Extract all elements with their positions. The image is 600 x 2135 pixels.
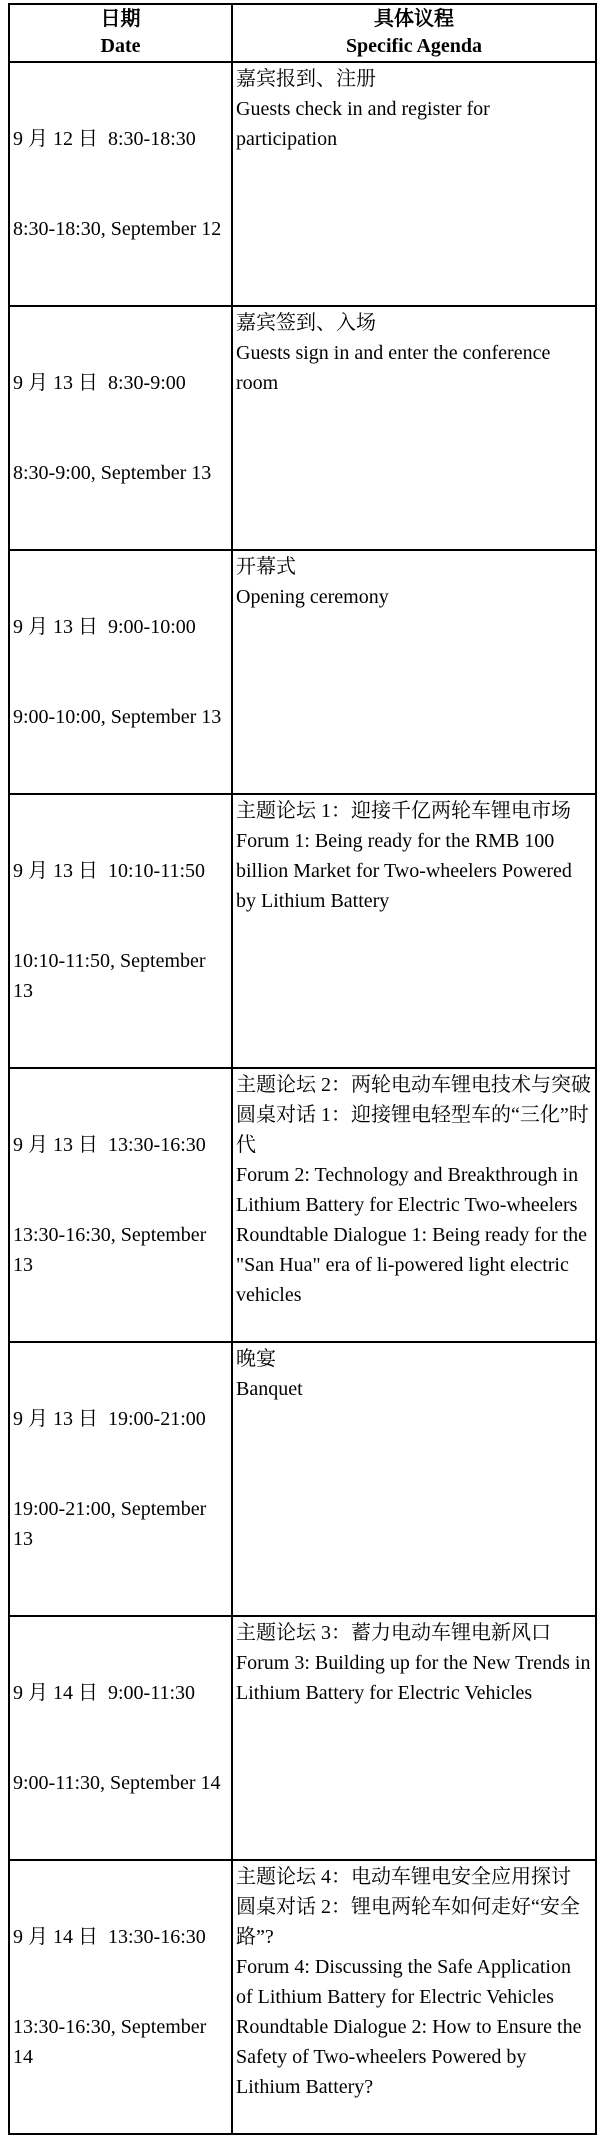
- date-cell: [9, 306, 232, 550]
- table-row: [9, 306, 596, 550]
- date-line-en: 9:00-11:30, September 14: [13, 1772, 221, 1794]
- header-date-en: Date: [100, 35, 141, 57]
- table-row: [9, 550, 596, 794]
- date-line-en: 9:00-10:00, September 13: [13, 706, 222, 728]
- date-line-zh: 9 月 13 日 13:30-16:30: [13, 1134, 206, 1156]
- date-cell: [9, 1068, 232, 1342]
- header-date-zh: 日期: [100, 8, 141, 30]
- date-line-en: 19:00-21:00, September 13: [13, 1498, 212, 1550]
- date-line-en: 8:30-9:00, September 13: [13, 462, 212, 484]
- agenda-cell: [232, 794, 596, 1068]
- agenda-line-en: Forum 4: Discussing the Safe Application of Lithium Battery for Electric Vehicles: [236, 1956, 571, 2008]
- agenda-line-en: Forum 2: Technology and Breakthrough in Lithium Battery for Electric Two-wheelers: [236, 1164, 579, 1216]
- date-cell: [9, 794, 232, 1068]
- date-cell: [9, 62, 232, 306]
- agenda-cell: [232, 62, 596, 306]
- agenda-line-zh: 开幕式: [236, 556, 296, 578]
- agenda-line-en: Forum 3: Building up for the New Trends in Lithium Battery for Electric Vehicles: [236, 1652, 591, 1704]
- header-agenda: [232, 4, 596, 62]
- table-row: [9, 1616, 596, 1860]
- date-line-en: 10:10-11:50, September 13: [13, 950, 211, 1002]
- agenda-table: [8, 3, 597, 2135]
- agenda-line-en: Banquet: [236, 1378, 303, 1400]
- agenda-line-zh: 嘉宾签到、入场: [236, 312, 376, 334]
- header-date: [9, 4, 232, 62]
- date-cell: [9, 1342, 232, 1616]
- header-agenda-en: Specific Agenda: [345, 35, 483, 57]
- date-line-zh: 9 月 14 日 13:30-16:30: [13, 1926, 206, 1948]
- date-line-zh: 9 月 12 日 8:30-18:30: [13, 128, 196, 150]
- agenda-cell: [232, 1068, 596, 1342]
- date-line-zh: 9 月 13 日 10:10-11:50: [13, 860, 206, 882]
- date-cell: [9, 1860, 232, 2134]
- agenda-line-en: Guests check in and register for participation: [236, 98, 490, 150]
- date-line-en: 8:30-18:30, September 12: [13, 218, 222, 240]
- agenda-line-zh: 圆桌对话 1：迎接锂电轻型车的“三化”时代: [236, 1104, 589, 1156]
- table-row: [9, 1068, 596, 1342]
- agenda-line-en: Roundtable Dialogue 1: Being ready for the "San Hua" era of li-powered light electric vehicles: [236, 1224, 588, 1306]
- agenda-line-en: Forum 1: Being ready for the RMB 100 billion Market for Two-wheelers Powered by Lithium Battery: [236, 830, 572, 912]
- agenda-cell: [232, 1616, 596, 1860]
- header-row: [9, 4, 596, 62]
- table-row: [9, 1342, 596, 1616]
- agenda-cell: [232, 1860, 596, 2134]
- date-line-en: 13:30-16:30, September 13: [13, 1224, 212, 1276]
- table-row: [9, 1860, 596, 2134]
- agenda-line-zh: 主题论坛 4：电动车锂电安全应用探讨: [236, 1866, 571, 1888]
- agenda-line-zh: 主题论坛 2：两轮电动车锂电技术与突破: [236, 1074, 591, 1096]
- agenda-cell: [232, 1342, 596, 1616]
- date-line-zh: 9 月 13 日 9:00-10:00: [13, 616, 196, 638]
- header-agenda-zh: 具体议程: [374, 8, 454, 30]
- table-row: [9, 794, 596, 1068]
- agenda-line-zh: 圆桌对话 2：锂电两轮车如何走好“安全路”?: [236, 1896, 580, 1948]
- agenda-line-zh: 嘉宾报到、注册: [236, 68, 376, 90]
- table-row: [9, 62, 596, 306]
- agenda-line-zh: 主题论坛 1：迎接千亿两轮车锂电市场: [236, 800, 571, 822]
- date-line-zh: 9 月 13 日 19:00-21:00: [13, 1408, 206, 1430]
- agenda-line-en: Opening ceremony: [236, 586, 389, 608]
- agenda-cell: [232, 306, 596, 550]
- agenda-line-en: Guests sign in and enter the conference room: [236, 342, 551, 394]
- date-line-zh: 9 月 14 日 9:00-11:30: [13, 1682, 196, 1704]
- date-cell: [9, 550, 232, 794]
- agenda-line-zh: 晚宴: [236, 1348, 276, 1370]
- date-line-en: 13:30-16:30, September 14: [13, 2016, 212, 2068]
- agenda-cell: [232, 550, 596, 794]
- date-cell: [9, 1616, 232, 1860]
- date-line-zh: 9 月 13 日 8:30-9:00: [13, 372, 186, 394]
- agenda-line-en: Roundtable Dialogue 2: How to Ensure the Safety of Two-wheelers Powered by Lithium Battery?: [236, 2016, 582, 2098]
- agenda-line-zh: 主题论坛 3：蓄力电动车锂电新风口: [236, 1622, 551, 1644]
